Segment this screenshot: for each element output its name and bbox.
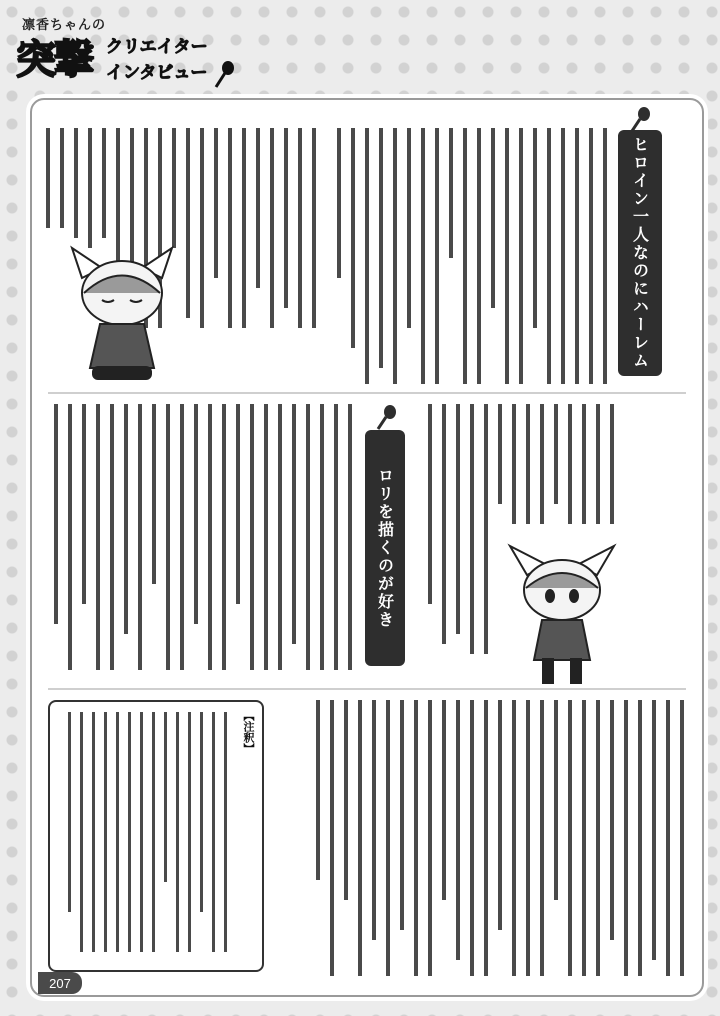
interview-logo xyxy=(12,14,242,94)
divider xyxy=(48,392,686,394)
microphone-icon xyxy=(212,60,238,90)
microphone-icon xyxy=(624,104,654,134)
annotation-text-columns xyxy=(60,710,232,960)
section-heading-harem-text: ヒロイン一人なのにハーレム xyxy=(630,136,650,370)
page-number: 207 xyxy=(38,972,82,994)
logo-sub-creator: クリエイター xyxy=(106,37,208,57)
logo-sub-interview: インタビュー xyxy=(106,63,208,83)
middle-right-text-columns xyxy=(422,400,622,680)
logo-kana: 凛香ちゃんの xyxy=(22,18,107,33)
chibi-character-illustration xyxy=(62,238,182,388)
section-heading-harem xyxy=(618,130,662,376)
section-heading-loli xyxy=(365,430,405,666)
microphone-icon xyxy=(370,402,400,432)
middle-left-text-columns xyxy=(44,400,360,682)
divider xyxy=(48,688,686,690)
lower-text-columns xyxy=(272,696,692,986)
annotation-box xyxy=(48,700,264,972)
section-heading-loli-text: ロリを描くのが好き xyxy=(375,467,395,629)
upper-right-text-columns xyxy=(337,124,615,392)
logo-main: 突撃 xyxy=(16,37,92,83)
annotation-title: 【注釈】 xyxy=(242,710,255,754)
